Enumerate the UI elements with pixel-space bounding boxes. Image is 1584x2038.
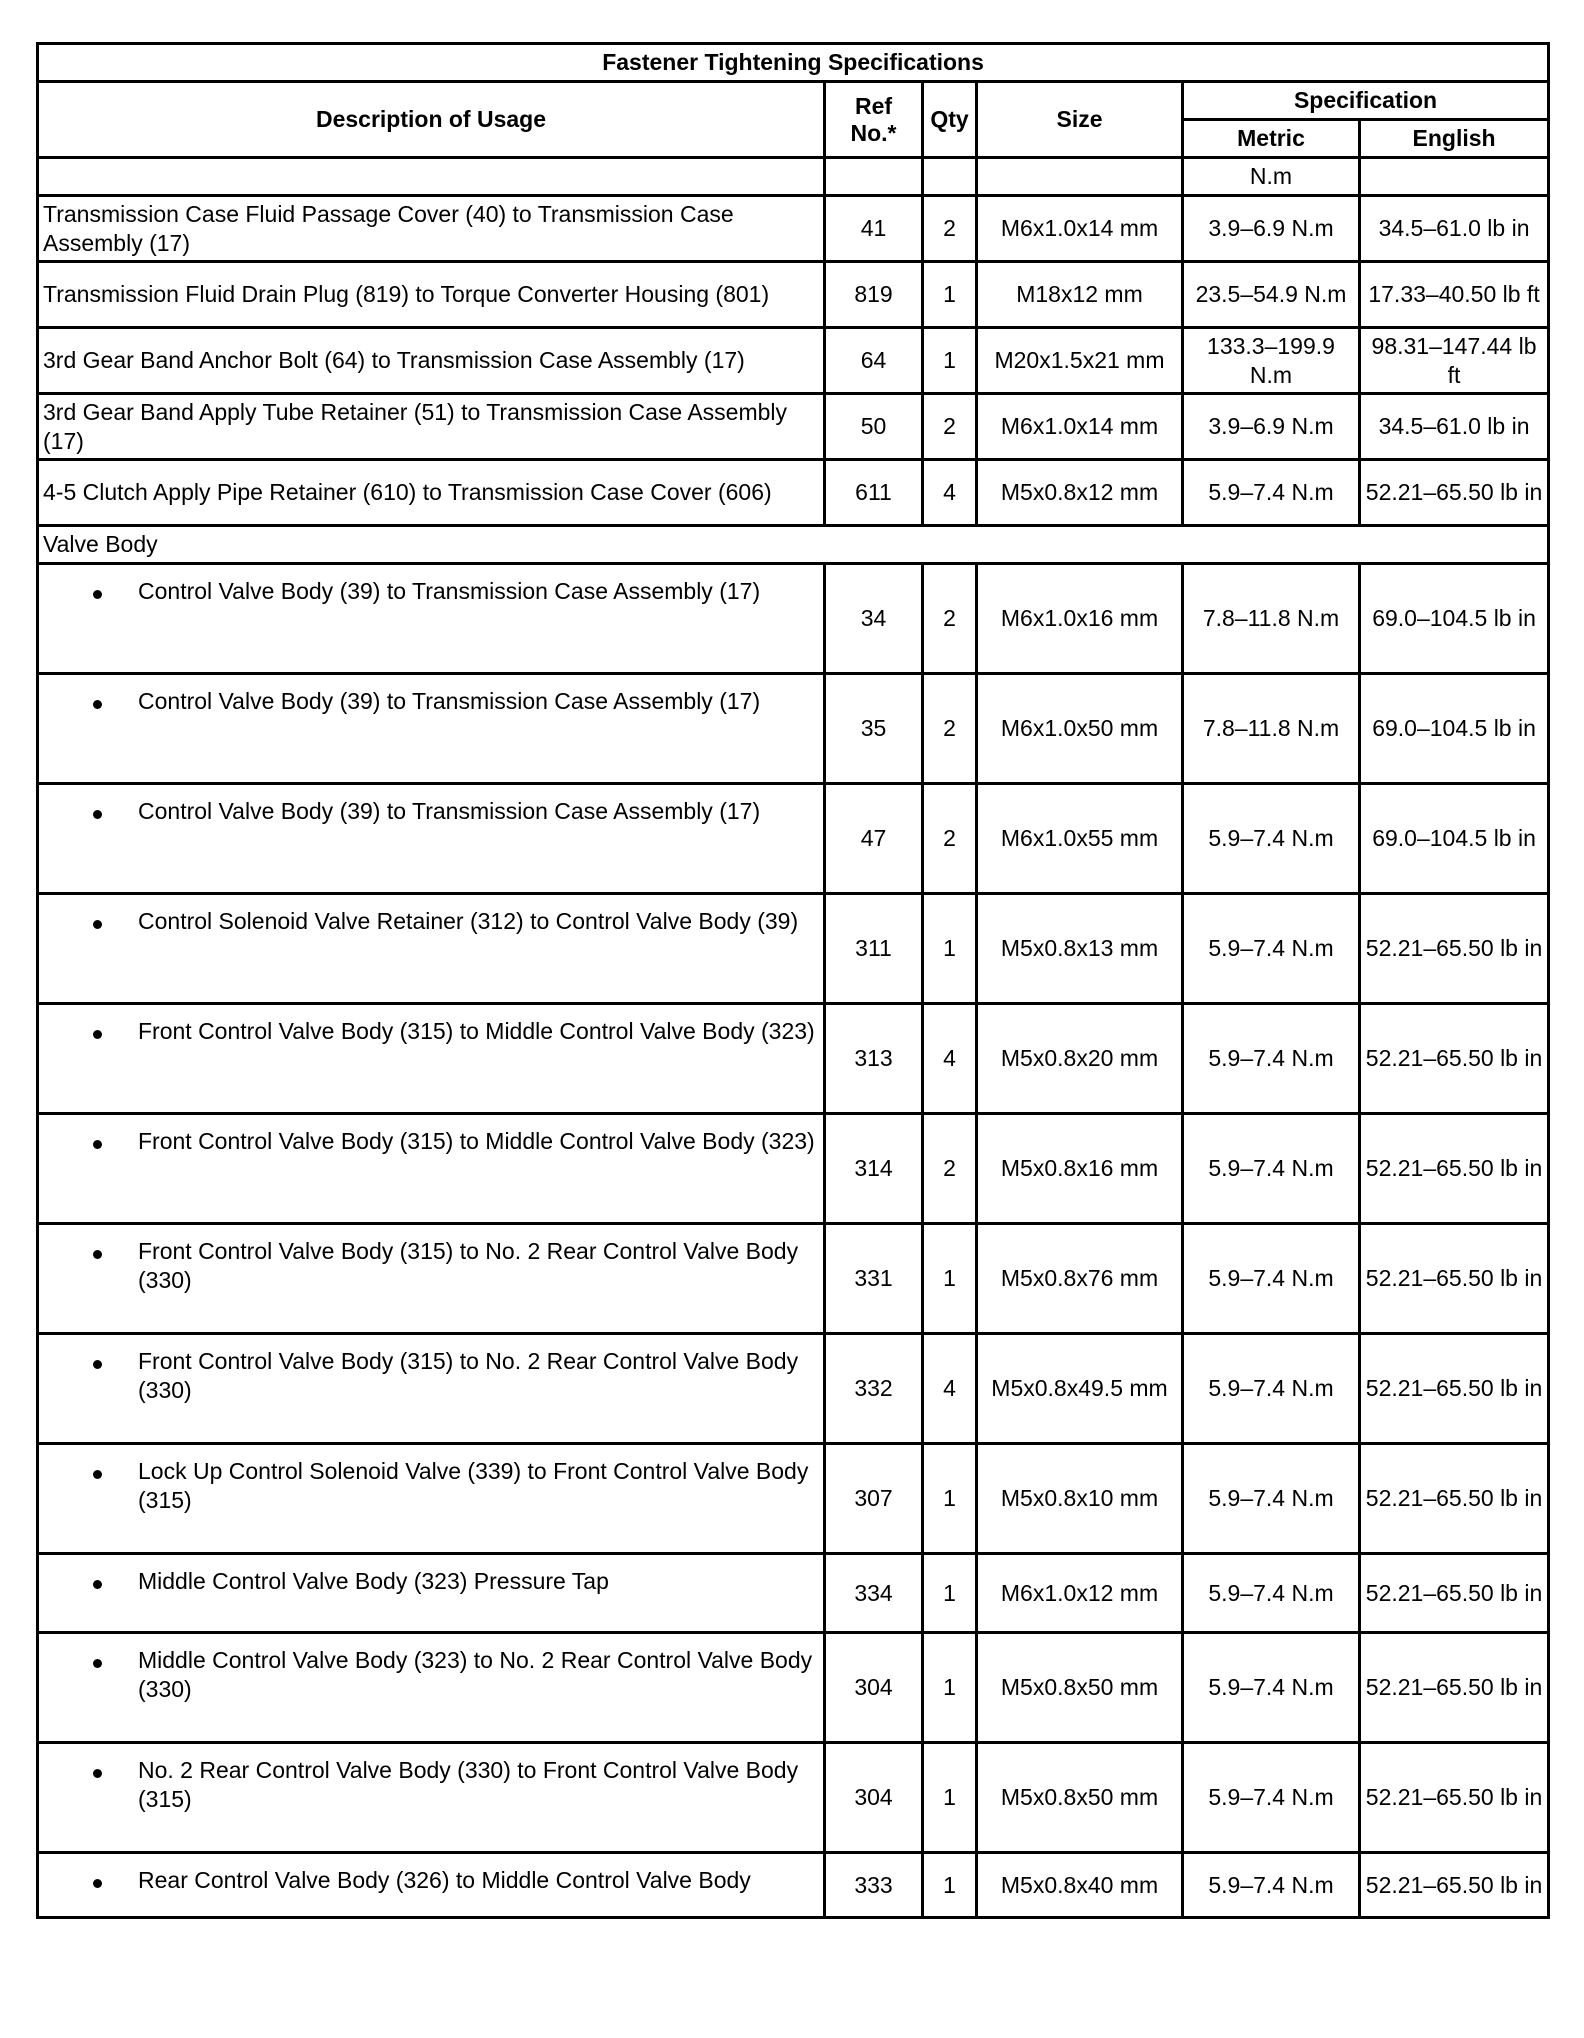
qty-cell: 4 <box>923 1334 977 1444</box>
table-row <box>38 460 1549 526</box>
size-cell: M18x12 mm <box>977 262 1183 328</box>
table-row <box>38 1004 1549 1114</box>
bullet-text: Control Solenoid Valve Retainer (312) to Control Valve Body (39) <box>138 908 799 934</box>
english-cell: 17.33–40.50 lb ft <box>1360 262 1549 328</box>
table-row <box>38 1853 1549 1918</box>
size-cell: M5x0.8x40 mm <box>977 1853 1183 1918</box>
bullet-text: Middle Control Valve Body (323) to No. 2 Rear Control Valve Body (330) <box>138 1647 813 1702</box>
english-cell: 69.0–104.5 lb in <box>1360 784 1549 894</box>
english-cell: 69.0–104.5 lb in <box>1360 564 1549 674</box>
size-cell: M5x0.8x12 mm <box>977 460 1183 526</box>
table-row <box>38 1444 1549 1554</box>
ref-cell: 314 <box>825 1114 923 1224</box>
qty-cell: 2 <box>923 674 977 784</box>
description-cell <box>38 1633 825 1743</box>
description-cell: Transmission Case Fluid Passage Cover (40) to Transmission Case Assembly (17) <box>38 196 825 262</box>
metric-cell: 5.9–7.4 N.m <box>1183 1743 1360 1853</box>
ref-cell: 304 <box>825 1743 923 1853</box>
bullet-icon <box>43 797 103 826</box>
bullet-icon <box>43 907 103 936</box>
bullet-dot-icon <box>93 1140 102 1149</box>
ref-cell: 34 <box>825 564 923 674</box>
metric-cell: 5.9–7.4 N.m <box>1183 894 1360 1004</box>
unit-cell-empty <box>977 158 1183 196</box>
bullet-text: Front Control Valve Body (315) to Middle Control Valve Body (323) <box>138 1018 815 1044</box>
english-cell: 52.21–65.50 lb in <box>1360 1633 1549 1743</box>
table-row <box>38 564 1549 674</box>
size-cell: M6x1.0x55 mm <box>977 784 1183 894</box>
ref-cell: 333 <box>825 1853 923 1918</box>
header-description: Description of Usage <box>38 82 825 158</box>
qty-cell: 2 <box>923 784 977 894</box>
unit-cell-empty <box>38 158 825 196</box>
bullet-icon <box>43 577 103 606</box>
english-cell: 34.5–61.0 lb in <box>1360 196 1549 262</box>
ref-cell: 304 <box>825 1633 923 1743</box>
size-cell: M5x0.8x76 mm <box>977 1224 1183 1334</box>
qty-cell: 1 <box>923 1224 977 1334</box>
bullet-icon <box>43 1756 103 1814</box>
table-row <box>38 394 1549 460</box>
english-cell: 98.31–147.44 lb ft <box>1360 328 1549 394</box>
table-row <box>38 674 1549 784</box>
description-cell <box>38 1334 825 1444</box>
bullet-item <box>43 1567 819 1596</box>
qty-cell: 1 <box>923 262 977 328</box>
english-cell: 52.21–65.50 lb in <box>1360 460 1549 526</box>
bullet-text: Front Control Valve Body (315) to No. 2 Rear Control Valve Body (330) <box>138 1348 799 1403</box>
size-cell: M5x0.8x50 mm <box>977 1633 1183 1743</box>
description-cell <box>38 1444 825 1554</box>
metric-cell: 3.9–6.9 N.m <box>1183 394 1360 460</box>
table-row <box>38 1633 1549 1743</box>
unit-metric: N.m <box>1183 158 1360 196</box>
ref-cell: 332 <box>825 1334 923 1444</box>
metric-cell: 5.9–7.4 N.m <box>1183 1224 1360 1334</box>
english-cell: 52.21–65.50 lb in <box>1360 1853 1549 1918</box>
bullet-icon <box>43 1127 103 1156</box>
bullet-text: Control Valve Body (39) to Transmission Case Assembly (17) <box>138 798 761 824</box>
description-cell <box>38 1224 825 1334</box>
metric-cell: 5.9–7.4 N.m <box>1183 784 1360 894</box>
header-qty: Qty <box>923 82 977 158</box>
ref-cell: 611 <box>825 460 923 526</box>
size-cell: M5x0.8x20 mm <box>977 1004 1183 1114</box>
english-cell: 69.0–104.5 lb in <box>1360 674 1549 784</box>
qty-cell: 2 <box>923 1114 977 1224</box>
ref-cell: 313 <box>825 1004 923 1114</box>
unit-cell-empty <box>825 158 923 196</box>
unit-cell-empty <box>1360 158 1549 196</box>
ref-cell: 47 <box>825 784 923 894</box>
unit-cell-empty <box>923 158 977 196</box>
size-cell: M6x1.0x14 mm <box>977 394 1183 460</box>
description-cell <box>38 1114 825 1224</box>
description-cell <box>38 1004 825 1114</box>
english-cell: 52.21–65.50 lb in <box>1360 1114 1549 1224</box>
bullet-text: No. 2 Rear Control Valve Body (330) to Front Control Valve Body (315) <box>138 1757 799 1812</box>
bullet-dot-icon <box>93 1030 102 1039</box>
header-size: Size <box>977 82 1183 158</box>
ref-cell: 35 <box>825 674 923 784</box>
description-cell: 3rd Gear Band Anchor Bolt (64) to Transmission Case Assembly (17) <box>38 328 825 394</box>
size-cell: M20x1.5x21 mm <box>977 328 1183 394</box>
unit-row <box>38 158 1549 196</box>
description-cell <box>38 564 825 674</box>
bullet-text: Control Valve Body (39) to Transmission Case Assembly (17) <box>138 578 761 604</box>
bullet-icon <box>43 1347 103 1405</box>
bullet-dot-icon <box>93 700 102 709</box>
ref-cell: 311 <box>825 894 923 1004</box>
bullet-icon <box>43 1457 103 1515</box>
bullet-text: Front Control Valve Body (315) to No. 2 Rear Control Valve Body (330) <box>138 1238 799 1293</box>
title-row <box>38 44 1549 82</box>
header-metric: Metric <box>1183 120 1360 158</box>
bullet-item <box>43 1756 819 1814</box>
bullet-item <box>43 1347 819 1405</box>
header-specification: Specification <box>1183 82 1549 120</box>
metric-cell: 133.3–199.9 N.m <box>1183 328 1360 394</box>
description-cell <box>38 1743 825 1853</box>
table-row <box>38 784 1549 894</box>
header-ref-no: Ref No.* <box>825 82 923 158</box>
size-cell: M6x1.0x16 mm <box>977 564 1183 674</box>
bullet-text: Rear Control Valve Body (326) to Middle Control Valve Body <box>138 1867 751 1893</box>
section-row <box>38 526 1549 564</box>
ref-cell: 50 <box>825 394 923 460</box>
ref-cell: 307 <box>825 1444 923 1554</box>
english-cell: 52.21–65.50 lb in <box>1360 1554 1549 1633</box>
description-cell <box>38 894 825 1004</box>
bullet-dot-icon <box>93 1659 102 1668</box>
size-cell: M5x0.8x10 mm <box>977 1444 1183 1554</box>
bullet-dot-icon <box>93 920 102 929</box>
english-cell: 34.5–61.0 lb in <box>1360 394 1549 460</box>
bullet-text: Middle Control Valve Body (323) Pressure Tap <box>138 1568 609 1594</box>
metric-cell: 5.9–7.4 N.m <box>1183 1004 1360 1114</box>
header-row <box>38 82 1549 120</box>
bullet-dot-icon <box>93 1580 102 1589</box>
bullet-dot-icon <box>93 1769 102 1778</box>
english-cell: 52.21–65.50 lb in <box>1360 1334 1549 1444</box>
metric-cell: 5.9–7.4 N.m <box>1183 460 1360 526</box>
english-cell: 52.21–65.50 lb in <box>1360 1444 1549 1554</box>
qty-cell: 4 <box>923 460 977 526</box>
header-english: English <box>1360 120 1549 158</box>
english-cell: 52.21–65.50 lb in <box>1360 1004 1549 1114</box>
english-cell: 52.21–65.50 lb in <box>1360 1743 1549 1853</box>
metric-cell: 7.8–11.8 N.m <box>1183 564 1360 674</box>
table-row <box>38 894 1549 1004</box>
size-cell: M5x0.8x49.5 mm <box>977 1334 1183 1444</box>
bullet-item <box>43 1646 819 1704</box>
qty-cell: 4 <box>923 1004 977 1114</box>
qty-cell: 1 <box>923 1743 977 1853</box>
size-cell: M5x0.8x13 mm <box>977 894 1183 1004</box>
table-row <box>38 1743 1549 1853</box>
bullet-dot-icon <box>93 1360 102 1369</box>
metric-cell: 3.9–6.9 N.m <box>1183 196 1360 262</box>
size-cell: M6x1.0x14 mm <box>977 196 1183 262</box>
description-cell: 4-5 Clutch Apply Pipe Retainer (610) to Transmission Case Cover (606) <box>38 460 825 526</box>
ref-cell: 41 <box>825 196 923 262</box>
size-cell: M5x0.8x16 mm <box>977 1114 1183 1224</box>
qty-cell: 1 <box>923 894 977 1004</box>
qty-cell: 1 <box>923 1853 977 1918</box>
qty-cell: 2 <box>923 196 977 262</box>
bullet-dot-icon <box>93 590 102 599</box>
ref-cell: 819 <box>825 262 923 328</box>
bullet-icon <box>43 1567 103 1596</box>
metric-cell: 7.8–11.8 N.m <box>1183 674 1360 784</box>
bullet-item <box>43 797 819 826</box>
size-cell: M6x1.0x12 mm <box>977 1554 1183 1633</box>
qty-cell: 1 <box>923 1633 977 1743</box>
table-row <box>38 1334 1549 1444</box>
bullet-item <box>43 1237 819 1295</box>
bullet-item <box>43 1457 819 1515</box>
fastener-spec-table <box>36 42 1550 1919</box>
bullet-dot-icon <box>93 1879 102 1888</box>
table-row <box>38 1114 1549 1224</box>
table-title: Fastener Tightening Specifications <box>38 44 1549 82</box>
table-row <box>38 1554 1549 1633</box>
description-cell <box>38 1853 825 1918</box>
bullet-item <box>43 1017 819 1046</box>
bullet-dot-icon <box>93 1470 102 1479</box>
table-row <box>38 1224 1549 1334</box>
metric-cell: 5.9–7.4 N.m <box>1183 1554 1360 1633</box>
description-cell: 3rd Gear Band Apply Tube Retainer (51) to Transmission Case Assembly (17) <box>38 394 825 460</box>
bullet-item <box>43 687 819 716</box>
bullet-text: Lock Up Control Solenoid Valve (339) to Front Control Valve Body (315) <box>138 1458 809 1513</box>
description-cell <box>38 1554 825 1633</box>
bullet-text: Front Control Valve Body (315) to Middle Control Valve Body (323) <box>138 1128 815 1154</box>
metric-cell: 5.9–7.4 N.m <box>1183 1114 1360 1224</box>
qty-cell: 2 <box>923 394 977 460</box>
bullet-icon <box>43 1646 103 1704</box>
description-cell <box>38 784 825 894</box>
bullet-item <box>43 577 819 606</box>
qty-cell: 1 <box>923 1444 977 1554</box>
size-cell: M6x1.0x50 mm <box>977 674 1183 784</box>
bullet-item <box>43 1127 819 1156</box>
bullet-text: Control Valve Body (39) to Transmission Case Assembly (17) <box>138 688 761 714</box>
metric-cell: 5.9–7.4 N.m <box>1183 1853 1360 1918</box>
bullet-icon <box>43 687 103 716</box>
description-cell <box>38 674 825 784</box>
bullet-dot-icon <box>93 1250 102 1259</box>
bullet-item <box>43 907 819 936</box>
bullet-item <box>43 1866 819 1895</box>
ref-cell: 334 <box>825 1554 923 1633</box>
table-row <box>38 196 1549 262</box>
table-row <box>38 262 1549 328</box>
metric-cell: 23.5–54.9 N.m <box>1183 262 1360 328</box>
metric-cell: 5.9–7.4 N.m <box>1183 1334 1360 1444</box>
metric-cell: 5.9–7.4 N.m <box>1183 1444 1360 1554</box>
section-label: Valve Body <box>38 526 1549 564</box>
bullet-icon <box>43 1237 103 1295</box>
bullet-dot-icon <box>93 810 102 819</box>
english-cell: 52.21–65.50 lb in <box>1360 1224 1549 1334</box>
table-row <box>38 328 1549 394</box>
ref-cell: 64 <box>825 328 923 394</box>
bullet-icon <box>43 1017 103 1046</box>
bullet-icon <box>43 1866 103 1895</box>
ref-cell: 331 <box>825 1224 923 1334</box>
size-cell: M5x0.8x50 mm <box>977 1743 1183 1853</box>
qty-cell: 1 <box>923 328 977 394</box>
description-cell: Transmission Fluid Drain Plug (819) to Torque Converter Housing (801) <box>38 262 825 328</box>
metric-cell: 5.9–7.4 N.m <box>1183 1633 1360 1743</box>
qty-cell: 2 <box>923 564 977 674</box>
qty-cell: 1 <box>923 1554 977 1633</box>
english-cell: 52.21–65.50 lb in <box>1360 894 1549 1004</box>
